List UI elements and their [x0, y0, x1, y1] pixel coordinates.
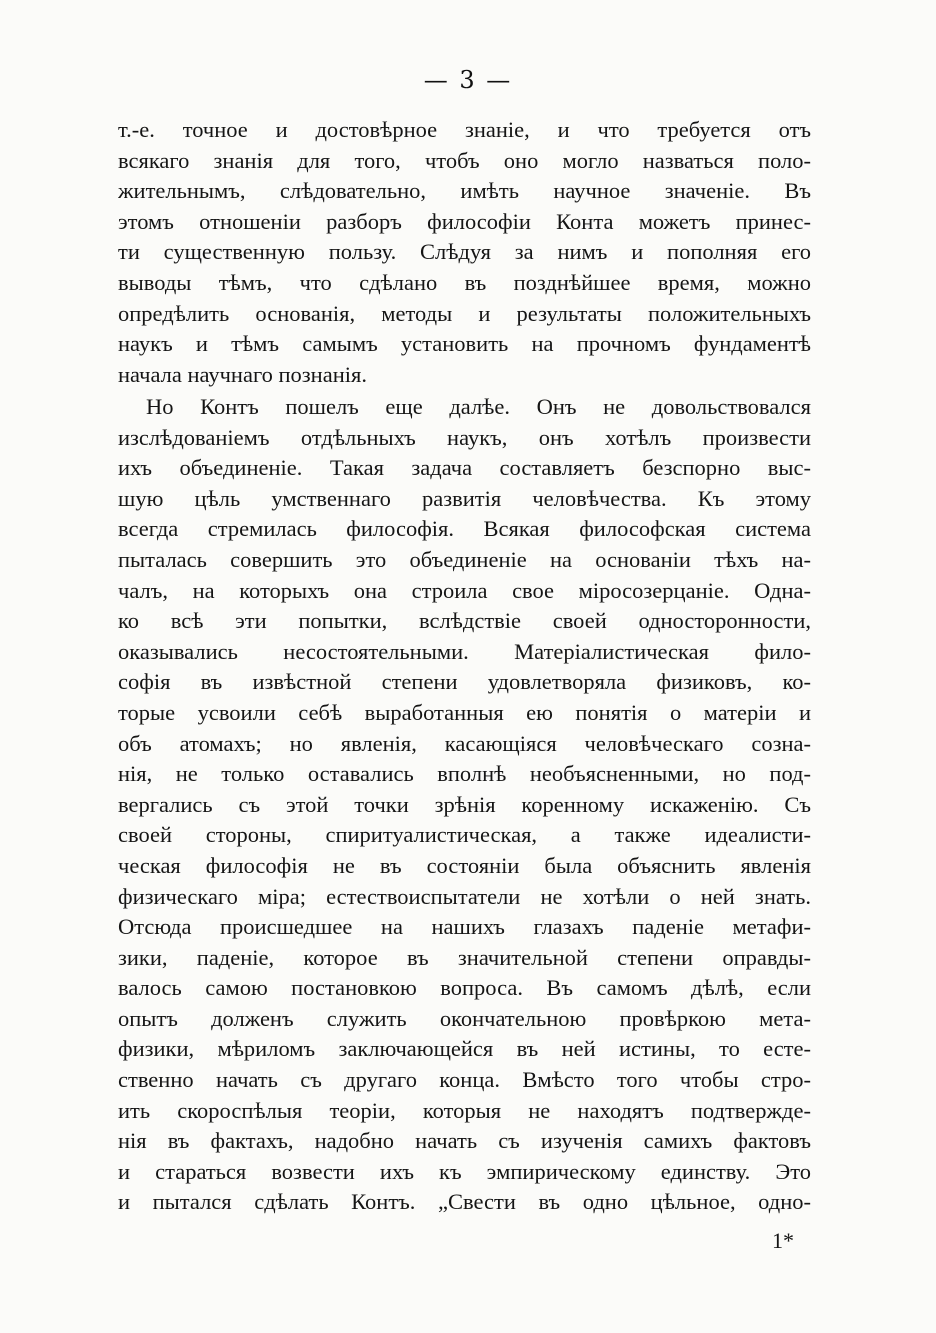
text-line: зики, паденiе, которое въ значительной степени оправды- — [118, 944, 811, 970]
text-line: жительнымъ, слѣдовательно, имѣть научное значенiе. Въ — [118, 178, 811, 204]
text-line: ственно начать съ другаго конца. Вмѣсто того чтобы стро- — [118, 1067, 811, 1093]
text-line: Но Контъ пошелъ еще далѣе. Онъ не довольствовался — [146, 394, 811, 419]
text-line: ко всѣ эти попытки, вслѣдствiе своей односторонности, — [118, 608, 811, 634]
signature-mark: 1* — [772, 1228, 794, 1253]
text-line: выводы тѣмъ, что сдѣлано въ позднѣйшее время, можно — [118, 269, 811, 295]
text-line: т.-е. точное и достовѣрное знанiе, и что требуется отъ — [118, 117, 811, 142]
text-line: софiя въ извѣстной степени удовлетворяла физиковъ, ко- — [118, 669, 811, 695]
text-line: оказывались несостоятельными. Матерiалистическая фило- — [118, 638, 811, 664]
text-line: начала научнаго познанiя. — [118, 361, 367, 387]
text-line: опытъ долженъ служить окончательною провѣркою мета- — [118, 1005, 811, 1031]
text-line: ти существенную пользу. Слѣдуя за нимъ и пополняя его — [118, 239, 811, 265]
text-line: шую цѣль умственнаго развитiя человѣчества. Къ этому — [118, 485, 811, 511]
text-line: ить скороспѣлыя теорiи, которыя не находятъ подтвержде- — [118, 1097, 811, 1123]
text-line: нiя, не только оставались вполнѣ необъясненными, но под- — [118, 761, 811, 787]
text-line: чалъ, на которыхъ она строила свое мiросозерцанiе. Одна- — [118, 577, 811, 603]
text-line: пыталась совершить это объединенiе на основанiи тѣхъ на- — [118, 546, 811, 572]
text-line: наукъ и тѣмъ самымъ установить на прочномъ фундаментѣ — [118, 331, 811, 357]
text-line: и пытался сдѣлать Контъ. „Свести въ одно цѣльное, одно- — [118, 1189, 811, 1215]
page-number: — 3 — — [423, 66, 513, 94]
text-line: Отсюда происшедшее на нашихъ глазахъ паденiе метафи- — [118, 914, 811, 940]
text-line: физики, мѣриломъ заключающейся въ ней истины, то есте- — [118, 1036, 811, 1062]
text-line: вергались съ этой точки зрѣнiя коренному искаженiю. Съ — [118, 791, 811, 817]
text-line: объ атомахъ; но явленiя, касающiяся человѣческаго созна- — [118, 730, 811, 756]
text-line: всегда стремилась философiя. Всякая философская система — [118, 516, 811, 542]
text-line: изслѣдованiемъ отдѣльныхъ наукъ, онъ хотѣлъ произвести — [118, 424, 811, 450]
text-line: ческая философiя не въ состоянiи была объяснить явленiя — [118, 852, 811, 878]
text-line: ихъ объединенiе. Такая задача составляетъ безспорно выс- — [118, 455, 811, 481]
text-line: валось самою постановкою вопроса. Въ самомъ дѣлѣ, если — [118, 975, 811, 1001]
paragraph-1 — [118, 115, 811, 390]
text-line: своей стороны, спиритуалистическая, а также идеалисти- — [118, 822, 811, 848]
text-line: всякаго знанiя для того, чтобъ оно могло назваться поло- — [118, 147, 811, 173]
text-line: торые усвоили себѣ выработанныя ею понятiя о матерiи и — [118, 699, 811, 725]
text-line: этомъ отношенiи разборъ философiи Конта можетъ принес- — [118, 208, 811, 234]
text-line: опредѣлить основанiя, методы и результаты положительныхъ — [118, 300, 811, 326]
text-line: нiя въ фактахъ, надобно начать съ изученiя самихъ фактовъ — [118, 1128, 811, 1154]
text-line: и стараться возвести ихъ къ эмпирическому единству. Это — [118, 1158, 811, 1184]
text-line: физическаго мiра; естествоиспытатели не хотѣли о ней знать. — [118, 883, 811, 909]
paragraph-2 — [118, 392, 811, 1218]
